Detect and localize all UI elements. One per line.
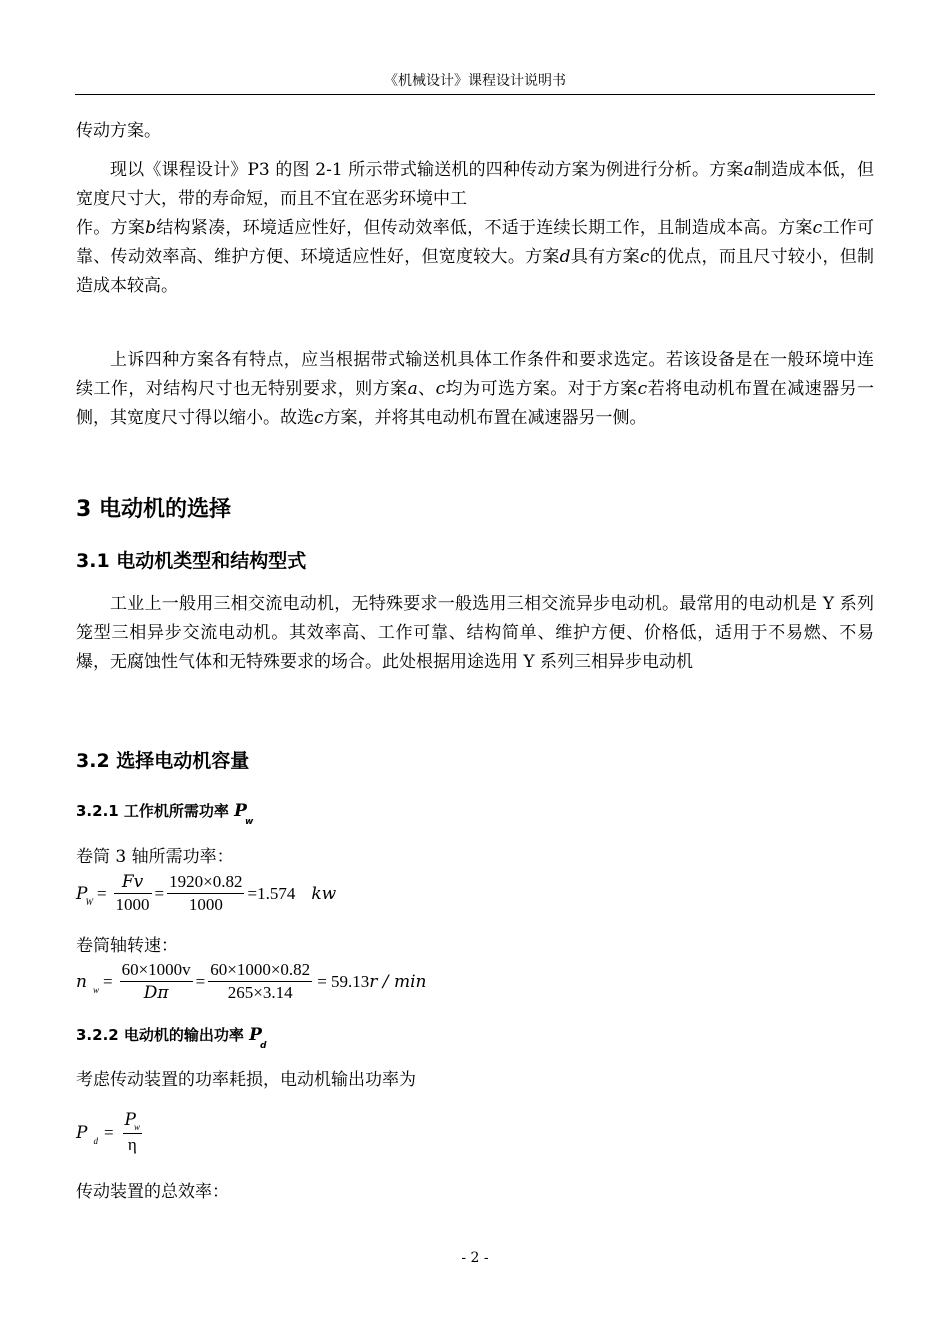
total-efficiency-label: 传动装置的总效率：	[76, 1182, 229, 1202]
drum-power-label: 卷筒 3 轴所需功率：	[76, 847, 234, 867]
equation-output-power: P d = $\frac{P_w}{\eta}$	[76, 1110, 141, 1154]
section-title-motor-selection: 3 电动机的选择	[76, 497, 231, 522]
subsection-title-motor-type: 3.1 电动机类型和结构型式	[76, 550, 307, 572]
page-number: - 2 -	[461, 1250, 489, 1266]
header-rule	[75, 94, 875, 95]
equation-drum-speed: n w = $\frac{60\times 1000v}{D\pi}$ = $\frac{60\times 1000\times 0.82}{265\times 3.14}$ = 59.13 r / min	[76, 960, 427, 1003]
page-header: 《机械设计》课程设计说明书	[384, 73, 566, 89]
paragraph-schemes: 现以《课程设计》P3 的图 2-1 所示带式输送机的四种传动方案为例进行分析。方案a制造成本低，但宽度尺寸大，带的寿命短，而且不宜在恶劣环境中工 作。方案b结构紧凑，环境适应性好，但传动效率低，不适于连续长期工作，且制造成本高。方案c工作可靠、传动效率高、维护方便、环境适应性好，但宽度较大。方案d具有方案c的优点，而且尺寸较小，但制造成本较高。	[76, 160, 875, 296]
subsubsection-title-work-power: 3.2.1 工作机所需功率 $P_w$	[76, 801, 254, 827]
paragraph-selection: 上诉四种方案各有特点，应当根据带式输送机具体工作条件和要求选定。若该设备是在一般环境中连续工作，对结构尺寸也无特别要求，则方案a、c均为可选方案。对于方案c若将电动机布置在减速器另一侧，其宽度尺寸得以缩小。故选c方案，并将其电动机布置在减速器另一侧。	[76, 350, 875, 428]
intro-line: 传动方案。	[76, 121, 161, 141]
subsection-title-motor-capacity: 3.2 选择电动机容量	[76, 750, 250, 772]
drum-speed-label: 卷筒轴转速：	[76, 936, 178, 956]
output-power-label: 考虑传动装置的功率耗损，电动机输出功率为	[76, 1070, 416, 1090]
paragraph-motor-type: 工业上一般用三相交流电动机，无特殊要求一般选用三相交流异步电动机。最常用的电动机是 Y 系列笼型三相异步交流电动机。其效率高、工作可靠、结构简单、维护方便、价格低，适用于不易燃、不易爆，无腐蚀性气体和无特殊要求的场合。此处根据用途选用 Y 系列三相异步电动机	[76, 594, 874, 672]
subsubsection-title-output-power: 3.2.2 电动机的输出功率 $P_d$	[76, 1025, 267, 1051]
equation-work-power: P W = $\frac{Fv}{1000}$ = $\frac{1920\times 0.82}{1000}$ =1.574 kw	[76, 872, 337, 914]
